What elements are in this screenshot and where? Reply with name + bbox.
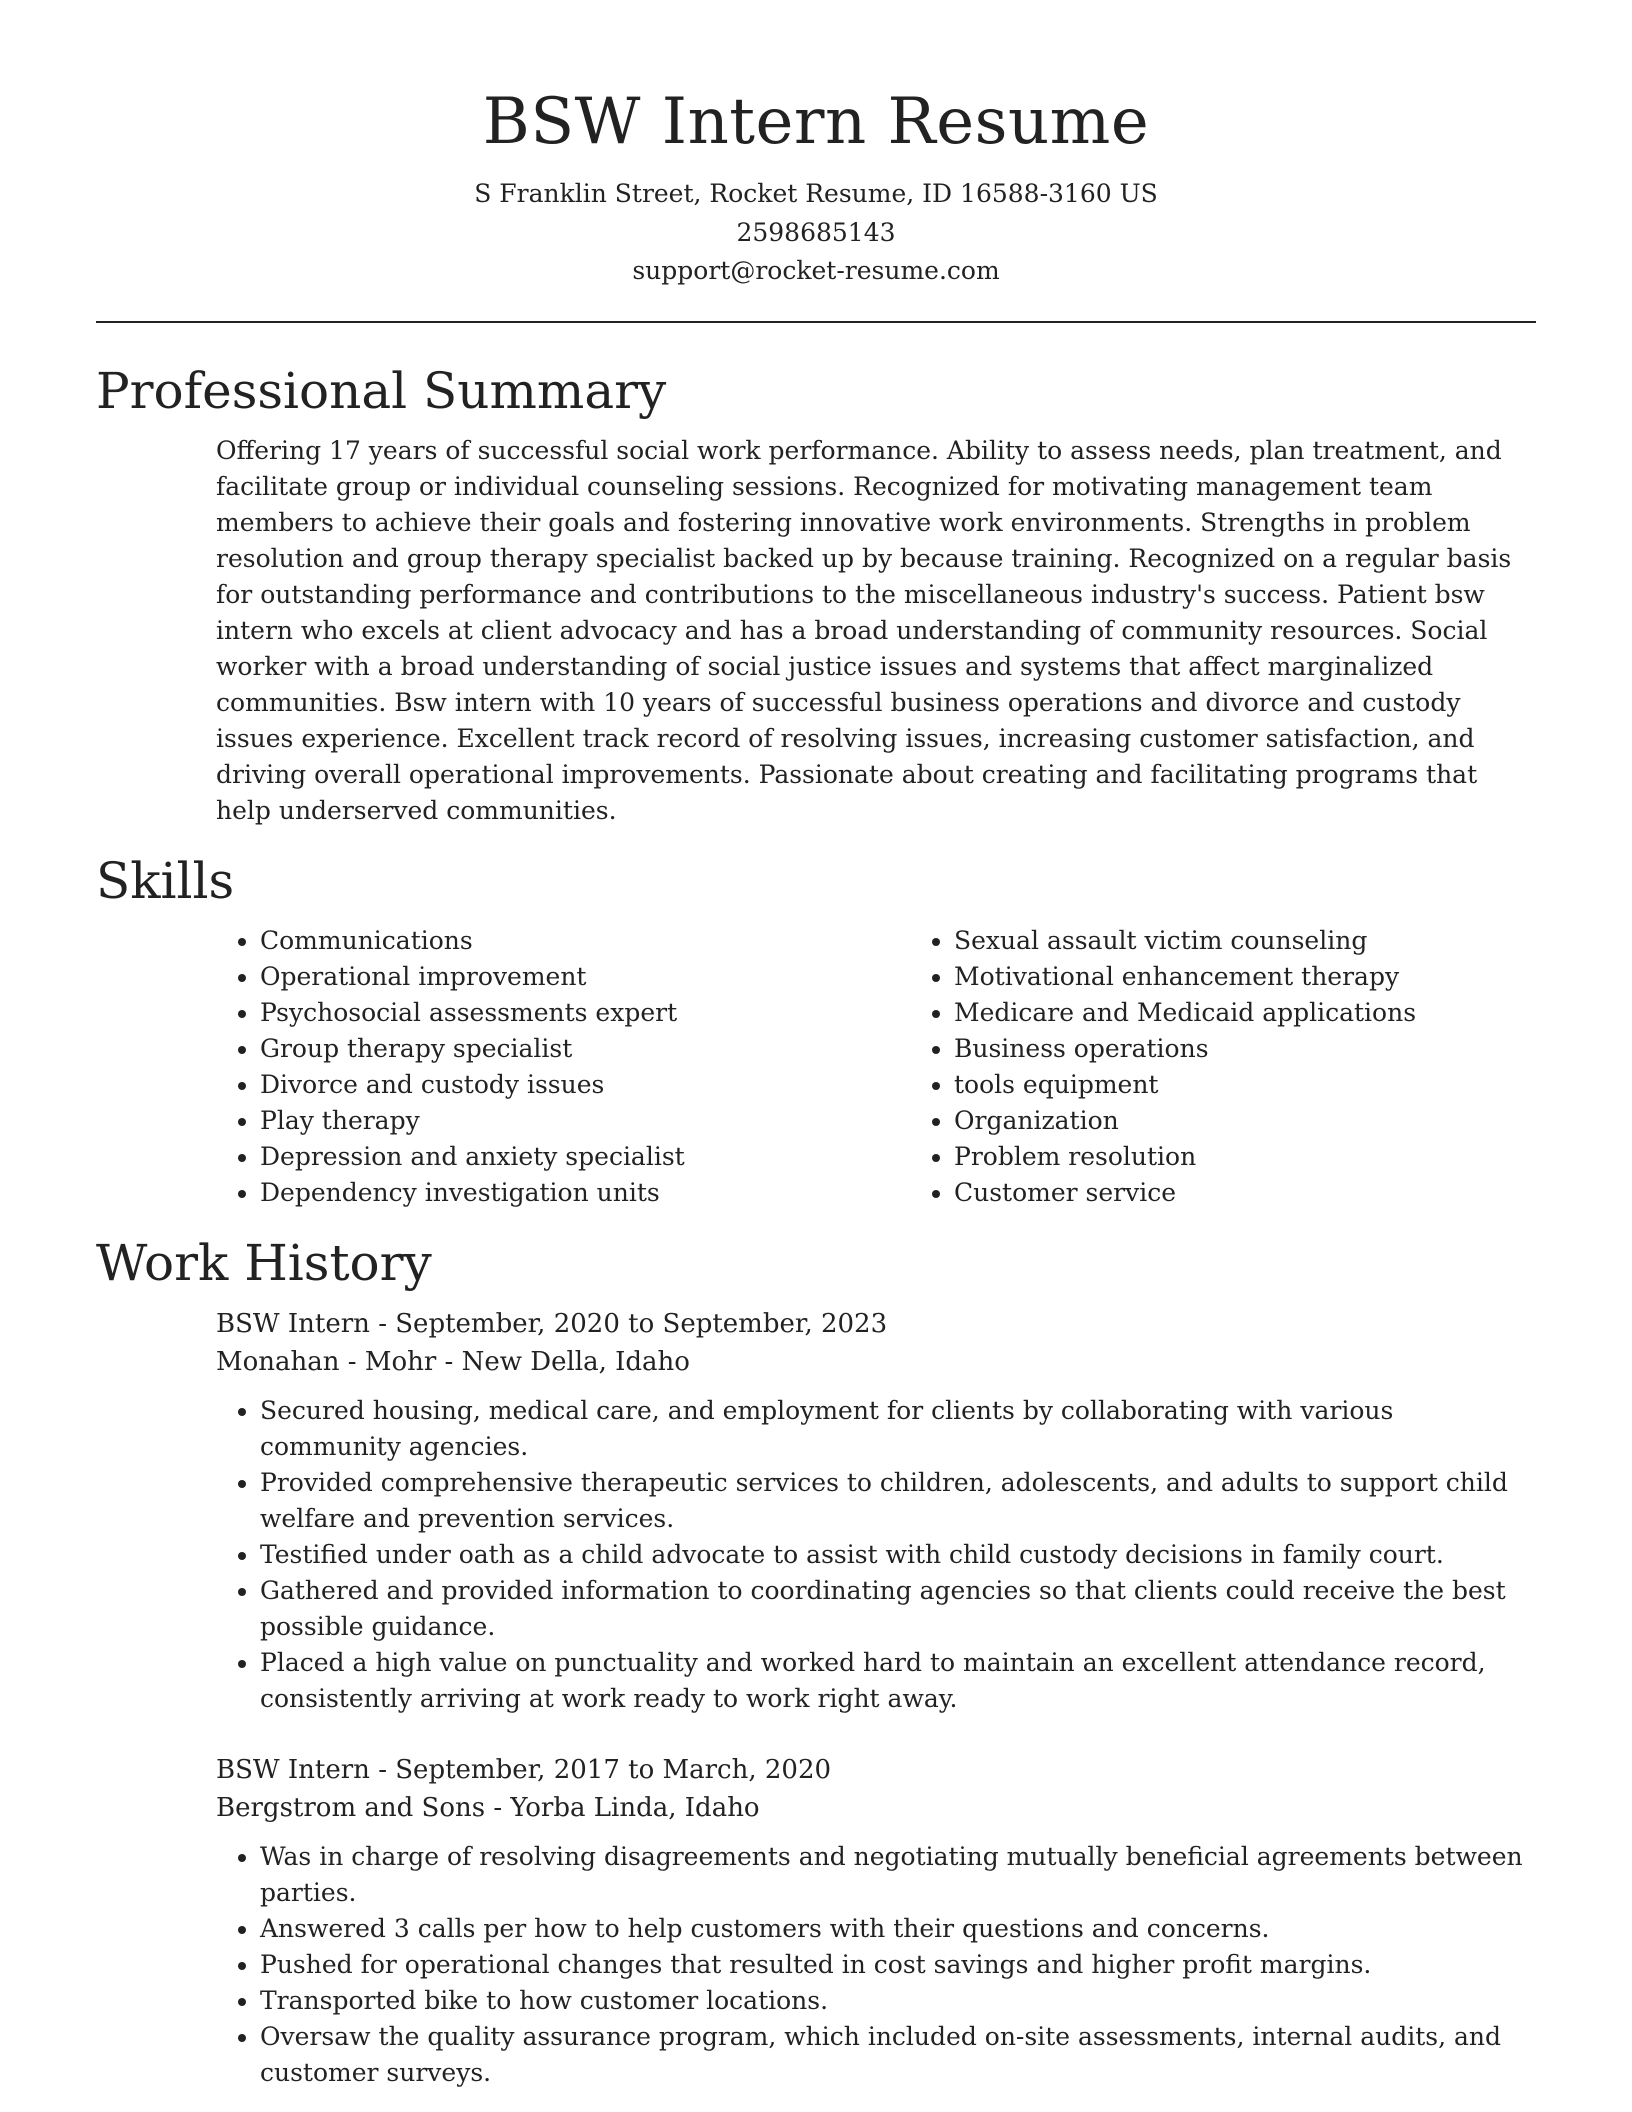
skill-item: • Business operations [954,1031,1416,1067]
job-bullet: • Secured housing, medical care, and employment for clients by collaborating with various community agencies. [260,1393,1536,1465]
skill-item: • Dependency investigation units [260,1175,910,1211]
skill-item: • Play therapy [260,1103,910,1139]
contact-block [96,175,1536,291]
job-bullet: • Answered 3 calls per how to help customers with their questions and concerns. [260,1911,1536,1947]
job-title-line: BSW Intern - September, 2020 to September, 2023 [216,1309,888,1340]
job-bullet: • Was in charge of resolving disagreements and negotiating mutually beneficial agreements between parties. [260,1839,1536,1911]
job-bullets [216,1393,1536,1717]
skills-heading: Skills [96,852,235,911]
work-history-heading: Work History [96,1234,432,1293]
skill-item: • Depression and anxiety specialist [260,1139,910,1175]
skills-column-right [910,923,1416,1211]
job-bullets [216,1839,1536,2091]
job-company-line: Monahan - Mohr - New Della, Idaho [216,1347,690,1378]
skill-item: • Communications [260,923,910,959]
skill-item: • Medicare and Medicaid applications [954,995,1416,1031]
skill-item: • Divorce and custody issues [260,1067,910,1103]
skill-item: • Group therapy specialist [260,1031,910,1067]
skill-item: • tools equipment [954,1067,1416,1103]
skill-item: • Operational improvement [260,959,910,995]
contact-phone: 2598685143 [736,217,896,247]
resume-title: BSW Intern Resume [482,85,1150,159]
skill-item: • Customer service [954,1175,1416,1211]
contact-email: support@rocket-resume.com [632,256,1000,286]
skill-item: • Sexual assault victim counseling [954,923,1416,959]
resume-header [96,0,1536,291]
job-bullet: • Testified under oath as a child advocate to assist with child custody decisions in family court. [260,1537,1536,1573]
job-bullet: • Oversaw the quality assurance program, which included on-site assessments, internal audits, and customer surveys. [260,2019,1536,2091]
skill-item: • Organization [954,1103,1416,1139]
job-entry [216,1751,1536,2091]
job-header [216,1751,1536,1827]
job-bullet: • Transported bike to how customer locations. [260,1983,1536,2019]
job-bullet: • Gathered and provided information to coordinating agencies so that clients could receive the best possible guidance. [260,1573,1536,1645]
skill-item: • Motivational enhancement therapy [954,959,1416,995]
job-bullet: • Pushed for operational changes that resulted in cost savings and higher profit margins. [260,1947,1536,1983]
job-bullet: • Placed a high value on punctuality and worked hard to maintain an excellent attendance record, consistently arriving at work ready to work right away. [260,1645,1536,1717]
job-company-line: Bergstrom and Sons - Yorba Linda, Idaho [216,1793,760,1824]
skill-item: • Psychosocial assessments expert [260,995,910,1031]
job-title-line: BSW Intern - September, 2017 to March, 2020 [216,1755,832,1786]
job-header [216,1305,1536,1381]
contact-address: S Franklin Street, Rocket Resume, ID 16588-3160 US [474,178,1158,208]
summary-text: Offering 17 years of successful social work performance. Ability to assess needs, plan treatment, and facilitate group or individual counseling sessions. Recognized for motivating management team members to achieve their goals and fostering innovative work environments. Strengths in problem resolution and group therapy specialist backed up by because training. Recognized on a regular basis for outstanding performance and contributions to the miscellaneous industry's success. Patient bsw intern who excels at client advocacy and has a broad understanding of community resources. Social worker with a broad understanding of social justice issues and systems that affect marginalized communities. Bsw intern with 10 years of successful business operations and divorce and custody issues experience. Excellent track record of resolving issues, increasing customer satisfaction, and driving overall operational improvements. Passionate about creating and facilitating programs that help underserved communities. [216,436,1512,826]
job-entry [216,1305,1536,1717]
skills-column-left [216,923,910,1211]
summary-heading: Professional Summary [96,362,667,421]
skills-list [216,923,1536,1211]
header-divider [96,321,1536,323]
skill-item: • Problem resolution [954,1139,1416,1175]
job-bullet: • Provided comprehensive therapeutic services to children, adolescents, and adults to support child welfare and prevention services. [260,1465,1536,1537]
